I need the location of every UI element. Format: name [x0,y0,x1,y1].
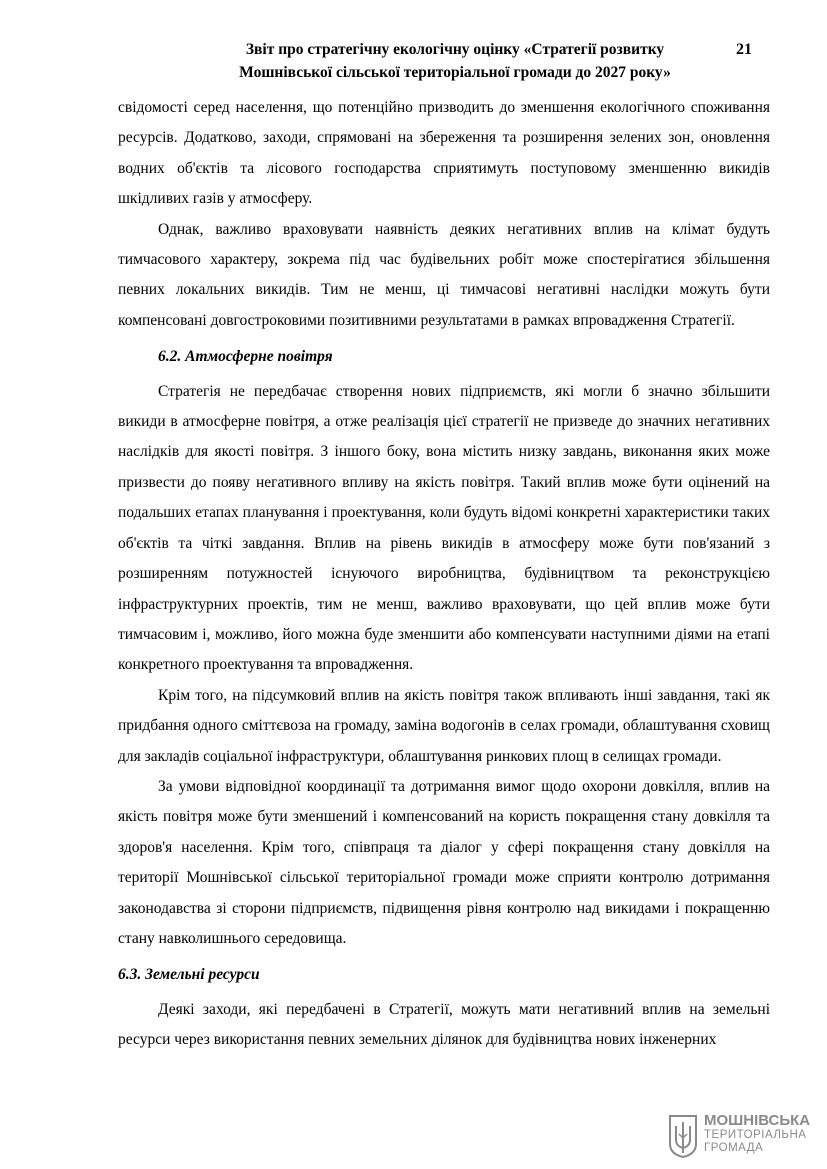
paragraph-4: Крім того, на підсумковий вплив на якість повітря також впливають інші завдання, такі як придбання одного сміттєвоза на громаду, заміна водогонів в селах громади, облаштування сховищ для закладів соціальної інфраструктури, облаштування ринкових площ в селищах громади. [118,686,770,765]
logo-line2: ТЕРИТОРІАЛЬНА [704,1129,807,1141]
page-number: 21 [736,41,752,58]
header-title-line2: Мошнівської сільської територіальної громади до 2027 року» [239,64,671,81]
paragraph-5: За умови відповідної координації та дотримання вимог щодо охорони довкілля, вплив на якість повітря може бути зменшений і компенсований на користь покращення стану довкілля та здоров'я населення. Крім того, співпраця та діалог у сфері покращення стану довкілля на території Мошнівської сільської територіальної громади може сприяти контролю дотримання законодавства зі сторони підприємств, підвищення рівня контролю над викидами і покращенню стану навколишнього середовища. [118,777,770,947]
paragraph-3: Стратегія не передбачає створення нових підприємств, які могли б значно збільшити викиди в атмосферне повітря, а отже реалізація цієї стратегії не призведе до значних негативних наслідків для якості повітря. З іншого боку, вона містить низку завдань, виконання яких може призвести до появу негативного впливу на якість повітря. Такий вплив може бути оцінений на подальших етапах планування і проектування, коли будуть відомі конкретні характеристики таких об'єктів та чіткі завдання. Вплив на рівень викидів в атмосферу може бути пов'язаний з розширенням потужностей існуючого виробництва, будівництвом та реконструкцією інфраструктурних проектів, тим не менш, важливо враховувати, що цей вплив може бути тимчасовим і, можливо, його можна буде зменшити або компенсувати наступними діями на етапі конкретного проектування та впровадження. [118,382,770,674]
paragraph-1: свідомості серед населення, що потенційно призводить до зменшення екологічного споживання ресурсів. Додатково, заходи, спрямовані на збереження та розширення зелених зон, оновлення водних об'єктів та лісового господарства сприятимуть поступовому зменшенню викидів шкідливих газів у атмосферу. [118,99,770,208]
paragraph-6: Деякі заходи, які передбачені в Стратегії, можуть мати негативний вплив на земельні ресурси через використання певних земельних ділянок для будівництва нових інженерних [118,1000,770,1049]
document-body [118,93,770,1056]
community-logo [668,1112,811,1162]
logo-text [704,1112,810,1155]
page-header [190,38,720,84]
header-title-line1: Звіт про стратегічну екологічну оцінку «Стратегії розвитку [245,41,665,58]
trident-coat-of-arms-icon [668,1114,698,1158]
paragraph-2: Однак, важливо враховувати наявність деяких негативних вплив на клімат будуть тимчасового характеру, зокрема під час будівельних робіт може спостерігатися збільшення певних локальних викидів. Тим не менш, ці тимчасові негативні наслідки можуть бути компенсовані довгостроковими позитивними результатами в рамках впровадження Стратегії. [118,220,770,329]
logo-line3: ГРОМАДА [704,1142,764,1154]
logo-line1: МОШНІВСЬКА [704,1112,811,1129]
section-heading-6-2: 6.2. Атмосферне повітря [158,348,333,366]
section-heading-6-3: 6.3. Земельні ресурси [118,966,260,984]
